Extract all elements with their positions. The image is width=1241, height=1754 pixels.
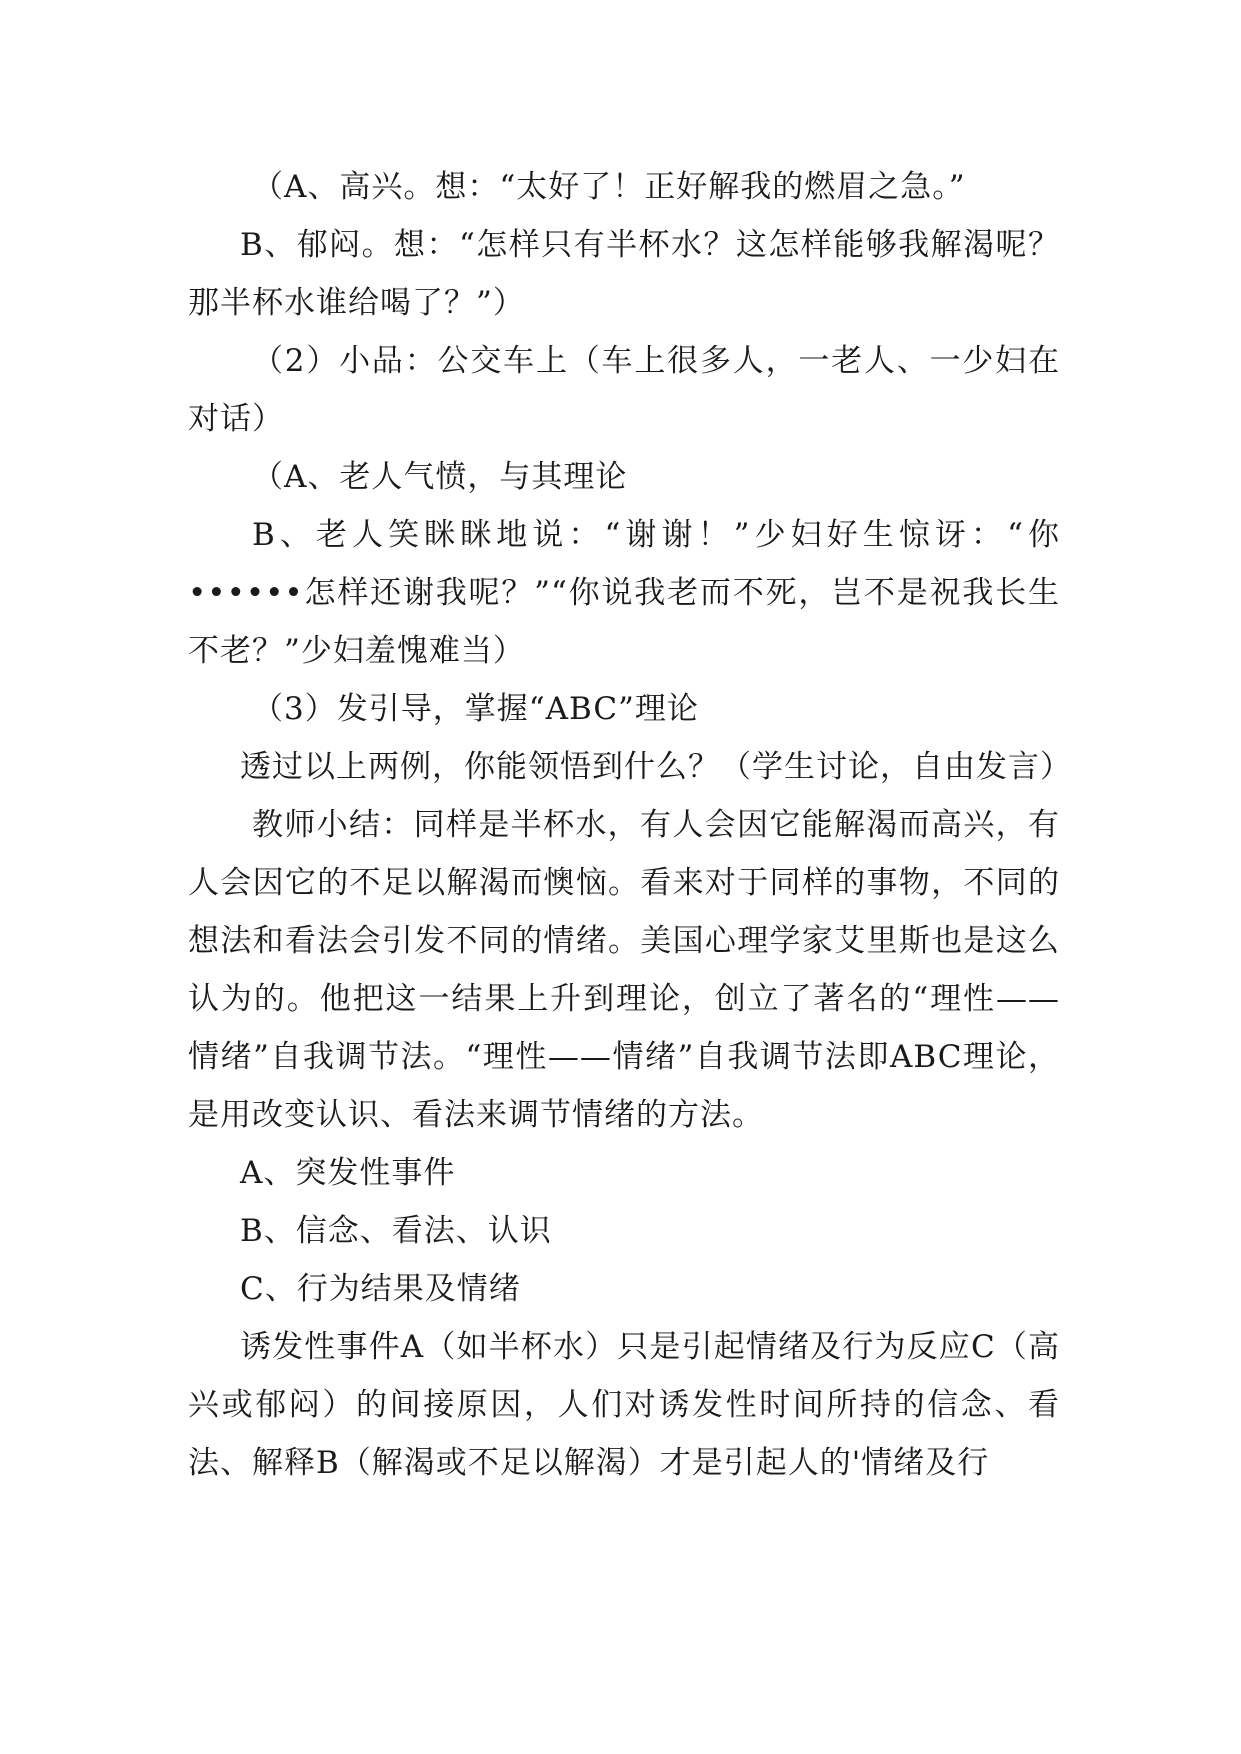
paragraph-abc-c: C、行为结果及情绪 [240, 1271, 521, 1307]
paragraph-abc-a: A、突发性事件 [240, 1155, 456, 1191]
paragraph-discussion: 透过以上两例，你能领悟到什么？（学生讨论，自由发言） [240, 749, 1072, 785]
paragraph-reaction-a: （A、高兴。想：“太好了！正好解我的燃眉之急。” [252, 169, 966, 205]
paragraph-abc-intro: （3）发引导，掌握“ABC”理论 [252, 691, 699, 727]
paragraph-abc-b: B、信念、看法、认识 [240, 1213, 552, 1249]
paragraph-teacher-summary: 教师小结：同样是半杯水，有人会因它能解渴而高兴，有人会因它的不足以解渴而懊恼。看来对于同样的事物，不同的想法和看法会引发不同的情绪。美国心理学家艾里斯也是这么认为的。他把这一结果上升到理论，创立了著名的“理性——情绪”自我调节法。“理性——情绪”自我调节法即ABC理论，是用改变认识、看法来调节情绪的方法。 [188, 807, 1060, 1133]
paragraph-skit-a: （A、老人气愤，与其理论 [252, 459, 628, 495]
document-body [188, 158, 1072, 1492]
paragraph-skit-b: B、老人笑眯眯地说：“谢谢！”少妇好生惊讶：“你••••••怎样还谢我呢？”“你说我老而不死，岂不是祝我长生不老？”少妇羞愧难当） [188, 517, 1060, 669]
paragraph-skit-bus: （2）小品：公交车上（车上很多人，一老人、一少妇在对话） [188, 343, 1060, 437]
paragraph-explanation: 诱发性事件A（如半杯水）只是引起情绪及行为反应C（高兴或郁闷）的间接原因，人们对诱发性时间所持的信念、看法、解释B（解渴或不足以解渴）才是引起人的'情绪及行 [188, 1329, 1060, 1481]
paragraph-reaction-b: B、郁闷。想：“怎样只有半杯水？这怎样能够我解渴呢？那半杯水谁给喝了？”） [188, 227, 1060, 321]
